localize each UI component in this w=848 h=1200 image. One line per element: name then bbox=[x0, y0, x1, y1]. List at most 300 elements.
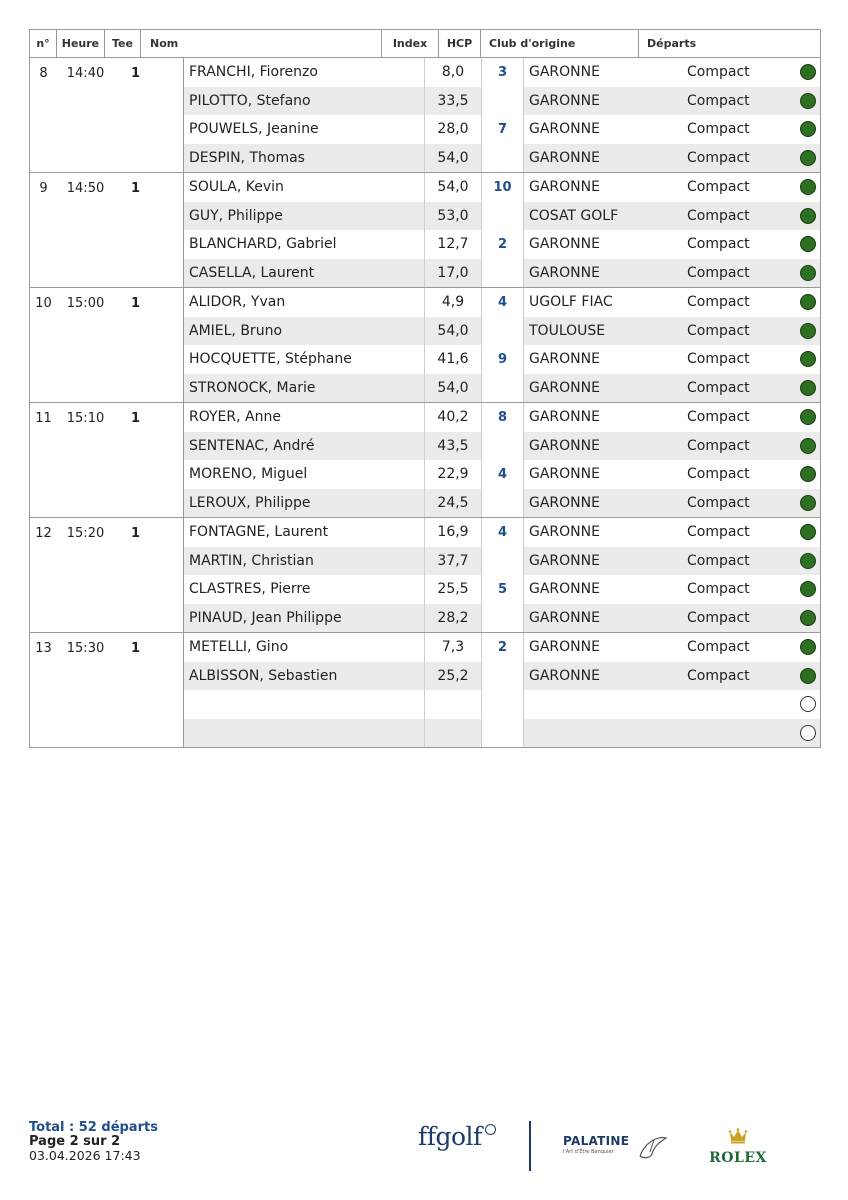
player-club-text: GARONNE bbox=[529, 409, 600, 426]
player-club bbox=[524, 489, 682, 518]
player-depart-text: Compact bbox=[687, 121, 750, 138]
player-club-text: GARONNE bbox=[529, 552, 600, 569]
player-index bbox=[425, 230, 482, 259]
player-hcp bbox=[482, 690, 524, 719]
player-index-text: 41,6 bbox=[437, 351, 469, 368]
player-club-text: GARONNE bbox=[529, 92, 600, 109]
player-depart bbox=[682, 345, 820, 374]
player-hcp bbox=[482, 604, 524, 633]
player-index bbox=[425, 489, 482, 518]
player-club bbox=[524, 633, 682, 662]
player-name-text: FRANCHI, Fiorenzo bbox=[189, 64, 318, 81]
player-club bbox=[524, 87, 682, 116]
rolex-logo bbox=[705, 1128, 771, 1166]
player-index-text: 22,9 bbox=[437, 466, 469, 483]
player-name-text: CASELLA, Laurent bbox=[189, 264, 315, 281]
group-number: 13 bbox=[35, 641, 52, 656]
player-hcp bbox=[482, 58, 524, 87]
player-hcp-text: 9 bbox=[497, 351, 508, 367]
player-row bbox=[184, 575, 820, 604]
player-club-text: COSAT GOLF bbox=[529, 207, 619, 224]
player-club-text: GARONNE bbox=[529, 609, 600, 626]
player-club-text: GARONNE bbox=[529, 64, 600, 81]
player-row bbox=[184, 489, 820, 518]
player-club-text: GARONNE bbox=[529, 351, 600, 368]
group-time: 14:40 bbox=[66, 66, 105, 81]
player-depart bbox=[682, 144, 820, 173]
player-name bbox=[184, 115, 425, 144]
player-name-text: BLANCHARD, Gabriel bbox=[189, 236, 337, 253]
ffgolf-logo-text: ffgolf bbox=[418, 1122, 482, 1151]
player-index-text: 25,5 bbox=[437, 581, 469, 598]
player-index-text: 54,0 bbox=[437, 179, 469, 196]
player-hcp bbox=[482, 633, 524, 662]
player-index-text: 25,2 bbox=[437, 667, 469, 684]
player-index bbox=[425, 403, 482, 432]
ffgolf-emblem-icon bbox=[485, 1124, 496, 1135]
player-hcp bbox=[482, 432, 524, 461]
player-hcp bbox=[482, 173, 524, 202]
player-depart bbox=[682, 173, 820, 202]
footer-page: Page 2 sur 2 bbox=[29, 1134, 121, 1149]
player-depart bbox=[682, 288, 820, 317]
player-index bbox=[425, 374, 482, 403]
player-club bbox=[524, 719, 682, 748]
player-index bbox=[425, 317, 482, 346]
confirmed-dot-icon bbox=[800, 524, 816, 540]
player-name-text: MARTIN, Christian bbox=[189, 552, 314, 569]
player-depart bbox=[682, 547, 820, 576]
player-index-text: 24,5 bbox=[437, 494, 469, 511]
player-depart-text: Compact bbox=[687, 552, 750, 569]
player-index bbox=[425, 87, 482, 116]
player-name bbox=[184, 345, 425, 374]
confirmed-dot-icon bbox=[800, 581, 816, 597]
player-index bbox=[425, 288, 482, 317]
player-depart bbox=[682, 259, 820, 288]
player-club bbox=[524, 690, 682, 719]
player-club bbox=[524, 115, 682, 144]
confirmed-dot-icon bbox=[800, 639, 816, 655]
player-index-text: 8,0 bbox=[441, 64, 465, 81]
player-depart-text: Compact bbox=[687, 149, 750, 166]
player-row bbox=[184, 115, 820, 144]
start-list-table bbox=[29, 29, 821, 748]
player-depart-text: Compact bbox=[687, 351, 750, 368]
player-depart-text: Compact bbox=[687, 294, 750, 311]
player-name bbox=[184, 230, 425, 259]
player-row bbox=[184, 518, 820, 547]
player-name-text: ALBISSON, Sebastien bbox=[189, 667, 338, 684]
player-depart bbox=[682, 202, 820, 231]
tee-group bbox=[30, 288, 820, 403]
player-index bbox=[425, 202, 482, 231]
footer-info bbox=[29, 1121, 158, 1163]
player-name-text: SOULA, Kevin bbox=[189, 179, 284, 196]
player-name-text: PILOTTO, Stefano bbox=[189, 92, 311, 109]
player-index bbox=[425, 547, 482, 576]
player-club-text: TOULOUSE bbox=[529, 322, 606, 339]
player-index-text: 28,2 bbox=[437, 609, 469, 626]
player-club bbox=[524, 259, 682, 288]
player-name-text: LEROUX, Philippe bbox=[189, 494, 311, 511]
player-hcp-text: 2 bbox=[497, 236, 508, 252]
player-depart-text: Compact bbox=[687, 667, 750, 684]
player-name-text: FONTAGNE, Laurent bbox=[189, 524, 329, 541]
confirmed-dot-icon bbox=[800, 466, 816, 482]
player-row bbox=[184, 202, 820, 231]
player-index-text: 17,0 bbox=[437, 264, 469, 281]
palatine-mark-icon bbox=[636, 1132, 670, 1162]
player-club bbox=[524, 518, 682, 547]
group-tee: 1 bbox=[130, 411, 141, 426]
tee-group bbox=[30, 58, 820, 173]
player-name bbox=[184, 460, 425, 489]
player-depart bbox=[682, 432, 820, 461]
player-name-text: METELLI, Gino bbox=[189, 639, 289, 656]
player-depart bbox=[682, 575, 820, 604]
player-index bbox=[425, 58, 482, 87]
player-hcp bbox=[482, 489, 524, 518]
player-depart bbox=[682, 403, 820, 432]
confirmed-dot-icon bbox=[800, 610, 816, 626]
player-name bbox=[184, 604, 425, 633]
player-name-text: AMIEL, Bruno bbox=[189, 322, 283, 339]
header-no: n° bbox=[30, 30, 57, 57]
group-tee: 1 bbox=[130, 641, 141, 656]
player-depart bbox=[682, 58, 820, 87]
player-index bbox=[425, 115, 482, 144]
player-name-text: CLASTRES, Pierre bbox=[189, 581, 311, 598]
player-depart-text: Compact bbox=[687, 179, 750, 196]
tee-group bbox=[30, 173, 820, 288]
group-tee: 1 bbox=[130, 181, 141, 196]
player-club bbox=[524, 144, 682, 173]
player-depart-text: Compact bbox=[687, 264, 750, 281]
player-club bbox=[524, 662, 682, 691]
player-hcp bbox=[482, 202, 524, 231]
palatine-logo bbox=[563, 1134, 629, 1155]
palatine-logo-text: PALATINE bbox=[563, 1134, 630, 1148]
player-name-text: ALIDOR, Yvan bbox=[189, 294, 286, 311]
player-name bbox=[184, 317, 425, 346]
player-club-text: GARONNE bbox=[529, 236, 600, 253]
player-index-text: 28,0 bbox=[437, 121, 469, 138]
player-row bbox=[184, 345, 820, 374]
group-tee: 1 bbox=[130, 66, 141, 81]
player-hcp bbox=[482, 288, 524, 317]
player-depart bbox=[682, 115, 820, 144]
player-name bbox=[184, 87, 425, 116]
player-index-text: 54,0 bbox=[437, 322, 469, 339]
confirmed-dot-icon bbox=[800, 208, 816, 224]
header-nom: Nom bbox=[141, 30, 382, 57]
player-name-text: ROYER, Anne bbox=[189, 409, 281, 426]
player-hcp bbox=[482, 403, 524, 432]
player-name bbox=[184, 690, 425, 719]
player-index bbox=[425, 518, 482, 547]
player-index-text: 12,7 bbox=[437, 236, 469, 253]
player-hcp bbox=[482, 518, 524, 547]
player-club-text: GARONNE bbox=[529, 121, 600, 138]
footer-date: 03.04.2026 17:43 bbox=[29, 1148, 141, 1163]
rolex-crown-icon bbox=[728, 1128, 748, 1144]
player-club bbox=[524, 374, 682, 403]
player-hcp-text: 7 bbox=[497, 121, 508, 137]
header-departs: Départs bbox=[647, 37, 697, 50]
confirmed-dot-icon bbox=[800, 668, 816, 684]
player-club-text: GARONNE bbox=[529, 437, 600, 454]
player-name bbox=[184, 518, 425, 547]
confirmed-dot-icon bbox=[800, 438, 816, 454]
player-hcp bbox=[482, 317, 524, 346]
confirmed-dot-icon bbox=[800, 495, 816, 511]
player-index bbox=[425, 690, 482, 719]
player-index bbox=[425, 259, 482, 288]
player-club-text: GARONNE bbox=[529, 264, 600, 281]
header-hcp: HCP bbox=[439, 30, 481, 57]
player-hcp-text: 3 bbox=[497, 64, 508, 80]
confirmed-dot-icon bbox=[800, 150, 816, 166]
player-depart bbox=[682, 489, 820, 518]
player-depart-text: Compact bbox=[687, 494, 750, 511]
player-index-text: 4,9 bbox=[441, 294, 465, 311]
player-club-text: GARONNE bbox=[529, 639, 600, 656]
player-row bbox=[184, 144, 820, 173]
player-index bbox=[425, 575, 482, 604]
player-depart-text: Compact bbox=[687, 207, 750, 224]
player-depart-text: Compact bbox=[687, 609, 750, 626]
player-depart bbox=[682, 230, 820, 259]
player-club-text: GARONNE bbox=[529, 667, 600, 684]
palatine-tagline: l'Art d'Être Banquier bbox=[563, 1149, 614, 1155]
player-row bbox=[184, 432, 820, 461]
player-club bbox=[524, 288, 682, 317]
player-name-text: MORENO, Miguel bbox=[189, 466, 308, 483]
player-row bbox=[184, 662, 820, 691]
player-index-text: 7,3 bbox=[441, 639, 465, 656]
player-index-text: 33,5 bbox=[437, 92, 469, 109]
player-index-text: 54,0 bbox=[437, 149, 469, 166]
player-club bbox=[524, 202, 682, 231]
group-tee: 1 bbox=[130, 526, 141, 541]
player-depart bbox=[682, 518, 820, 547]
player-depart-text: Compact bbox=[687, 524, 750, 541]
player-depart bbox=[682, 87, 820, 116]
player-index bbox=[425, 345, 482, 374]
player-row bbox=[184, 547, 820, 576]
header-tee: Tee bbox=[105, 30, 141, 57]
player-index bbox=[425, 604, 482, 633]
player-hcp-text: 2 bbox=[497, 639, 508, 655]
player-name-text: PINAUD, Jean Philippe bbox=[189, 609, 342, 626]
player-name-text: DESPIN, Thomas bbox=[189, 149, 305, 166]
player-index bbox=[425, 460, 482, 489]
header-club: Club d'origine bbox=[481, 30, 639, 57]
player-depart-text: Compact bbox=[687, 639, 750, 656]
player-name bbox=[184, 719, 425, 748]
player-name bbox=[184, 144, 425, 173]
group-time: 15:00 bbox=[66, 296, 105, 311]
player-depart bbox=[682, 317, 820, 346]
group-time: 15:20 bbox=[66, 526, 105, 541]
player-name bbox=[184, 432, 425, 461]
player-depart bbox=[682, 690, 820, 719]
player-club bbox=[524, 460, 682, 489]
player-depart-text: Compact bbox=[687, 437, 750, 454]
player-index bbox=[425, 633, 482, 662]
player-row bbox=[184, 230, 820, 259]
player-row bbox=[184, 259, 820, 288]
player-hcp-text: 4 bbox=[497, 294, 508, 310]
confirmed-dot-icon bbox=[800, 409, 816, 425]
confirmed-dot-icon bbox=[800, 236, 816, 252]
player-club-text: GARONNE bbox=[529, 379, 600, 396]
player-name-text: HOCQUETTE, Stéphane bbox=[189, 351, 352, 368]
player-name bbox=[184, 374, 425, 403]
player-club bbox=[524, 173, 682, 202]
player-index bbox=[425, 144, 482, 173]
player-index bbox=[425, 719, 482, 748]
confirmed-dot-icon bbox=[800, 121, 816, 137]
player-club bbox=[524, 547, 682, 576]
player-club-text: UGOLF FIAC bbox=[529, 294, 613, 311]
player-row bbox=[184, 604, 820, 633]
player-club bbox=[524, 230, 682, 259]
header-heure: Heure bbox=[57, 30, 105, 57]
table-header bbox=[30, 30, 820, 58]
player-club-text: GARONNE bbox=[529, 581, 600, 598]
player-hcp bbox=[482, 144, 524, 173]
confirmed-dot-icon bbox=[800, 553, 816, 569]
player-name-text: POUWELS, Jeanine bbox=[189, 121, 319, 138]
player-hcp bbox=[482, 547, 524, 576]
player-club bbox=[524, 403, 682, 432]
player-index bbox=[425, 173, 482, 202]
player-depart bbox=[682, 374, 820, 403]
player-row bbox=[184, 374, 820, 403]
confirmed-dot-icon bbox=[800, 380, 816, 396]
confirmed-dot-icon bbox=[800, 93, 816, 109]
player-depart-text: Compact bbox=[687, 92, 750, 109]
player-row bbox=[184, 317, 820, 346]
player-depart-text: Compact bbox=[687, 581, 750, 598]
player-hcp-text: 4 bbox=[497, 524, 508, 540]
player-depart-text: Compact bbox=[687, 64, 750, 81]
player-index-text: 54,0 bbox=[437, 379, 469, 396]
player-depart bbox=[682, 662, 820, 691]
player-depart bbox=[682, 719, 820, 748]
player-index-text: 43,5 bbox=[437, 437, 469, 454]
player-name bbox=[184, 403, 425, 432]
player-club bbox=[524, 604, 682, 633]
player-index-text: 53,0 bbox=[437, 207, 469, 224]
player-hcp bbox=[482, 719, 524, 748]
player-club bbox=[524, 58, 682, 87]
player-club-text: GARONNE bbox=[529, 524, 600, 541]
confirmed-dot-icon bbox=[800, 351, 816, 367]
group-number: 12 bbox=[35, 526, 52, 541]
group-tee: 1 bbox=[130, 296, 141, 311]
footer-total: Total : 52 départs bbox=[29, 1120, 158, 1135]
player-name bbox=[184, 489, 425, 518]
tee-group bbox=[30, 633, 820, 748]
player-index-text: 16,9 bbox=[437, 524, 469, 541]
player-hcp bbox=[482, 575, 524, 604]
player-club-text: GARONNE bbox=[529, 466, 600, 483]
group-number: 10 bbox=[35, 296, 52, 311]
player-hcp-text: 5 bbox=[497, 581, 508, 597]
player-row bbox=[184, 633, 820, 662]
player-hcp bbox=[482, 259, 524, 288]
player-name bbox=[184, 547, 425, 576]
group-time: 15:10 bbox=[66, 411, 105, 426]
player-row bbox=[184, 288, 820, 317]
player-row bbox=[184, 403, 820, 432]
player-name-text: STRONOCK, Marie bbox=[189, 379, 316, 396]
player-depart-text: Compact bbox=[687, 409, 750, 426]
player-depart-text: Compact bbox=[687, 236, 750, 253]
logo-divider bbox=[529, 1121, 531, 1171]
player-name bbox=[184, 202, 425, 231]
player-hcp-text: 10 bbox=[493, 179, 512, 195]
player-name-text: SENTENAC, André bbox=[189, 437, 315, 454]
group-number: 11 bbox=[35, 411, 52, 426]
player-hcp-text: 8 bbox=[497, 409, 508, 425]
player-name bbox=[184, 259, 425, 288]
tee-time-groups bbox=[30, 58, 820, 748]
player-hcp bbox=[482, 230, 524, 259]
player-index-text: 40,2 bbox=[437, 409, 469, 426]
player-name bbox=[184, 633, 425, 662]
player-hcp bbox=[482, 460, 524, 489]
player-name bbox=[184, 173, 425, 202]
player-club bbox=[524, 432, 682, 461]
empty-dot-icon bbox=[800, 696, 816, 712]
player-index bbox=[425, 432, 482, 461]
player-row bbox=[184, 460, 820, 489]
player-club bbox=[524, 345, 682, 374]
player-row bbox=[184, 719, 820, 748]
empty-dot-icon bbox=[800, 725, 816, 741]
player-club-text: GARONNE bbox=[529, 494, 600, 511]
confirmed-dot-icon bbox=[800, 323, 816, 339]
player-hcp bbox=[482, 345, 524, 374]
confirmed-dot-icon bbox=[800, 265, 816, 281]
player-row bbox=[184, 690, 820, 719]
confirmed-dot-icon bbox=[800, 64, 816, 80]
player-depart-text: Compact bbox=[687, 466, 750, 483]
player-row bbox=[184, 87, 820, 116]
player-row bbox=[184, 173, 820, 202]
rolex-logo-text: ROLEX bbox=[709, 1150, 767, 1166]
player-depart-text: Compact bbox=[687, 322, 750, 339]
player-index-text: 37,7 bbox=[437, 552, 469, 569]
group-number: 8 bbox=[39, 66, 48, 81]
tee-group bbox=[30, 518, 820, 633]
player-club bbox=[524, 575, 682, 604]
player-depart-text: Compact bbox=[687, 379, 750, 396]
group-time: 14:50 bbox=[66, 181, 105, 196]
player-name bbox=[184, 575, 425, 604]
player-club-text: GARONNE bbox=[529, 149, 600, 166]
header-index: Index bbox=[382, 30, 439, 57]
ffgolf-logo bbox=[418, 1122, 482, 1151]
group-number: 9 bbox=[39, 181, 48, 196]
tee-group bbox=[30, 403, 820, 518]
player-index bbox=[425, 662, 482, 691]
player-hcp-text: 4 bbox=[497, 466, 508, 482]
